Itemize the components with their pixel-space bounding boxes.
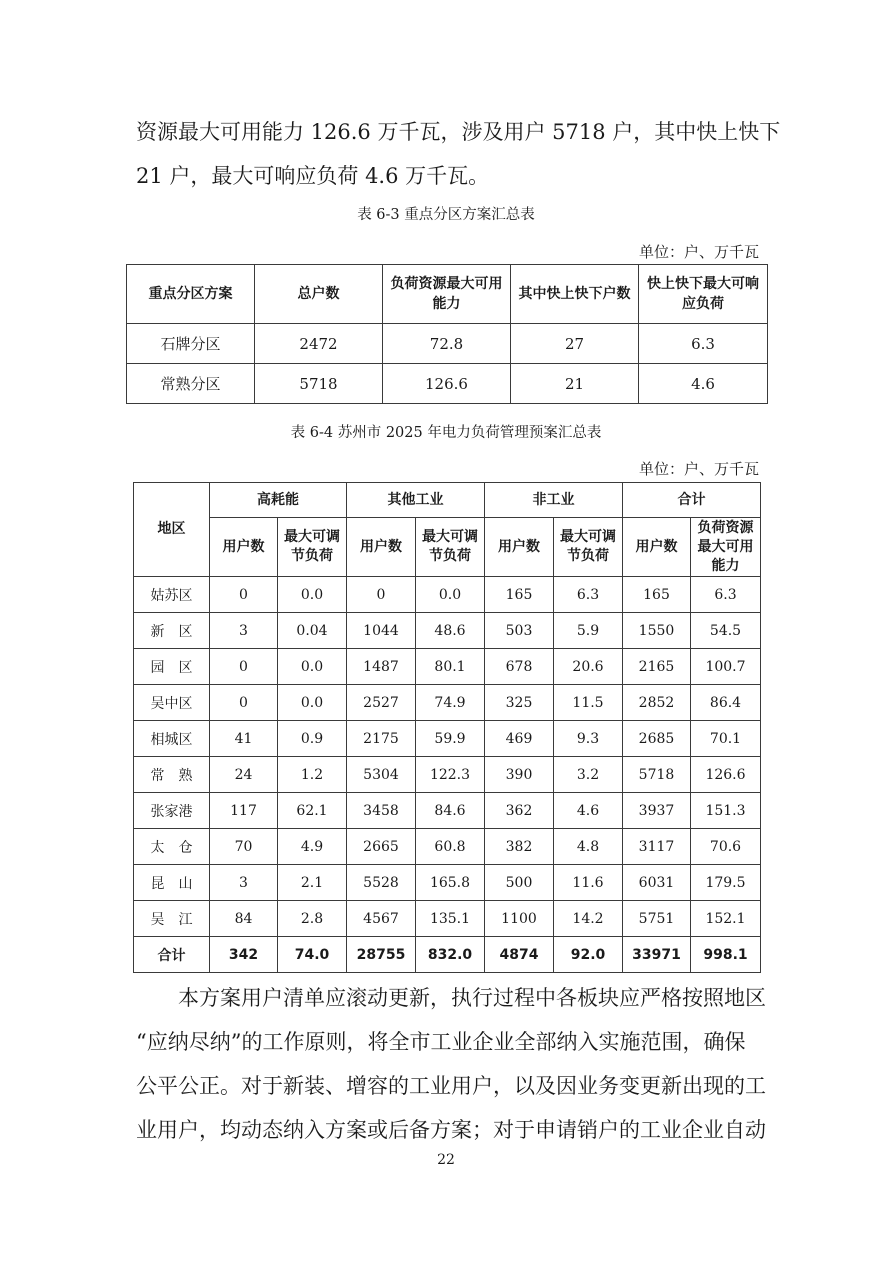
- cell: 11.5: [554, 685, 623, 721]
- total-cell: 832.0: [416, 937, 485, 973]
- region-cell: 常 熟: [134, 757, 210, 793]
- cell: 135.1: [416, 901, 485, 937]
- table-row: [134, 829, 761, 865]
- cell: 0.9: [278, 721, 347, 757]
- cell: 20.6: [554, 649, 623, 685]
- cell: 126.6: [691, 757, 761, 793]
- cell: 5751: [623, 901, 691, 937]
- cell: 6031: [623, 865, 691, 901]
- cell: 678: [485, 649, 554, 685]
- cell: 0.0: [416, 577, 485, 613]
- table-6-3-caption: 表 6-3 重点分区方案汇总表: [357, 207, 535, 223]
- paragraph-line: 业用户，均动态纳入方案或后备方案；对于申请销户的工业企业自动: [136, 1118, 766, 1142]
- region-cell: 园 区: [134, 649, 210, 685]
- table-header-row: [127, 265, 768, 324]
- cell: 5718: [255, 364, 383, 404]
- table-6-4-caption: 表 6-4 苏州市 2025 年电力负荷管理预案汇总表: [290, 425, 602, 441]
- cell: 3: [210, 865, 278, 901]
- cell: 2.1: [278, 865, 347, 901]
- header-cell: 快上快下最大可响应负荷: [639, 265, 768, 324]
- cell: 72.8: [383, 324, 511, 364]
- cell: 503: [485, 613, 554, 649]
- cell: 179.5: [691, 865, 761, 901]
- region-cell: 张家港: [134, 793, 210, 829]
- cell: 5528: [347, 865, 416, 901]
- cell: 14.2: [554, 901, 623, 937]
- paragraph-line: 21 户，最大可响应负荷 4.6 万千瓦。: [136, 164, 490, 188]
- region-cell: 昆 山: [134, 865, 210, 901]
- cell: 2665: [347, 829, 416, 865]
- total-cell: 74.0: [278, 937, 347, 973]
- sub-header: 最大可调节负荷: [416, 518, 485, 577]
- cell: 0: [210, 577, 278, 613]
- cell: 152.1: [691, 901, 761, 937]
- total-cell: 33971: [623, 937, 691, 973]
- cell: 4.8: [554, 829, 623, 865]
- cell: 27: [511, 324, 639, 364]
- cell: 4.9: [278, 829, 347, 865]
- sub-header: 用户数: [623, 518, 691, 577]
- header-cell: 其中快上快下户数: [511, 265, 639, 324]
- region-cell: 太 仓: [134, 829, 210, 865]
- sub-header: 最大可调节负荷: [554, 518, 623, 577]
- cell: 70.1: [691, 721, 761, 757]
- table-row: [134, 577, 761, 613]
- cell: 4567: [347, 901, 416, 937]
- cell: 24: [210, 757, 278, 793]
- cell: 86.4: [691, 685, 761, 721]
- cell: 3937: [623, 793, 691, 829]
- sub-header: 用户数: [347, 518, 416, 577]
- header-cell: 重点分区方案: [127, 265, 255, 324]
- cell: 165: [623, 577, 691, 613]
- cell: 2852: [623, 685, 691, 721]
- total-cell: 998.1: [691, 937, 761, 973]
- cell: 21: [511, 364, 639, 404]
- cell: 2175: [347, 721, 416, 757]
- cell: 41: [210, 721, 278, 757]
- cell: 1550: [623, 613, 691, 649]
- cell: 6.3: [554, 577, 623, 613]
- cell: 4.6: [639, 364, 768, 404]
- cell: 382: [485, 829, 554, 865]
- group-header: 非工业: [485, 483, 623, 518]
- cell: 3.2: [554, 757, 623, 793]
- table-row: [134, 649, 761, 685]
- cell: 2527: [347, 685, 416, 721]
- group-header: 其他工业: [347, 483, 485, 518]
- total-row: [134, 937, 761, 973]
- header-cell: 总户数: [255, 265, 383, 324]
- cell: 60.8: [416, 829, 485, 865]
- bottom-paragraph: [136, 976, 766, 1152]
- cell: 4.6: [554, 793, 623, 829]
- table-6-3-unit: 单位：户、万千瓦: [638, 243, 759, 261]
- table-6-3: [126, 264, 768, 404]
- cell: 0.0: [278, 577, 347, 613]
- cell: 165: [485, 577, 554, 613]
- region-cell: 吴中区: [134, 685, 210, 721]
- table-row: [134, 757, 761, 793]
- table-row: [127, 324, 768, 364]
- paragraph-line: 资源最大可用能力 126.6 万千瓦，涉及用户 5718 户，其中快上快下: [136, 120, 781, 144]
- cell: 469: [485, 721, 554, 757]
- cell: 48.6: [416, 613, 485, 649]
- sub-header: 用户数: [485, 518, 554, 577]
- sub-header: 最大可调节负荷: [278, 518, 347, 577]
- cell: 9.3: [554, 721, 623, 757]
- cell: 84.6: [416, 793, 485, 829]
- cell: 常熟分区: [127, 364, 255, 404]
- cell: 54.5: [691, 613, 761, 649]
- cell: 3117: [623, 829, 691, 865]
- cell: 0.04: [278, 613, 347, 649]
- cell: 70.6: [691, 829, 761, 865]
- cell: 1100: [485, 901, 554, 937]
- cell: 2472: [255, 324, 383, 364]
- table-row: [134, 613, 761, 649]
- cell: 5.9: [554, 613, 623, 649]
- cell: 1487: [347, 649, 416, 685]
- region-cell: 吴 江: [134, 901, 210, 937]
- cell: 1044: [347, 613, 416, 649]
- cell: 1.2: [278, 757, 347, 793]
- table-row: [134, 721, 761, 757]
- region-cell: 姑苏区: [134, 577, 210, 613]
- table-row: [134, 685, 761, 721]
- region-cell: 新 区: [134, 613, 210, 649]
- cell: 390: [485, 757, 554, 793]
- table-6-4: [133, 482, 761, 973]
- total-cell: 4874: [485, 937, 554, 973]
- region-header: 地区: [134, 483, 210, 577]
- page-number: 22: [437, 1152, 455, 1168]
- table-row: [127, 364, 768, 404]
- cell: 84: [210, 901, 278, 937]
- header-cell: 负荷资源最大可用能力: [383, 265, 511, 324]
- cell: 100.7: [691, 649, 761, 685]
- cell: 59.9: [416, 721, 485, 757]
- cell: 126.6: [383, 364, 511, 404]
- group-header-row: [134, 483, 761, 518]
- cell: 62.1: [278, 793, 347, 829]
- cell: 6.3: [691, 577, 761, 613]
- table-row: [134, 793, 761, 829]
- region-cell: 相城区: [134, 721, 210, 757]
- sub-header: 负荷资源最大可用能力: [691, 518, 761, 577]
- cell: 3458: [347, 793, 416, 829]
- cell: 362: [485, 793, 554, 829]
- cell: 122.3: [416, 757, 485, 793]
- sub-header-row: [134, 518, 761, 577]
- cell: 0: [347, 577, 416, 613]
- cell: 0.0: [278, 649, 347, 685]
- cell: 2.8: [278, 901, 347, 937]
- cell: 2685: [623, 721, 691, 757]
- cell: 5304: [347, 757, 416, 793]
- total-cell: 342: [210, 937, 278, 973]
- top-paragraph: [136, 110, 780, 198]
- total-cell: 92.0: [554, 937, 623, 973]
- cell: 165.8: [416, 865, 485, 901]
- total-label: 合计: [134, 937, 210, 973]
- cell: 0: [210, 685, 278, 721]
- paragraph-line: 本方案用户清单应滚动更新，执行过程中各板块应严格按照地区: [136, 986, 766, 1010]
- cell: 11.6: [554, 865, 623, 901]
- cell: 0: [210, 649, 278, 685]
- cell: 3: [210, 613, 278, 649]
- group-header: 合计: [623, 483, 761, 518]
- table-6-4-unit: 单位：户、万千瓦: [638, 460, 759, 478]
- cell: 500: [485, 865, 554, 901]
- table-row: [134, 865, 761, 901]
- sub-header: 用户数: [210, 518, 278, 577]
- cell: 0.0: [278, 685, 347, 721]
- table-row: [134, 901, 761, 937]
- paragraph-line: “应纳尽纳”的工作原则，将全市工业企业全部纳入实施范围，确保: [136, 1030, 746, 1054]
- total-cell: 28755: [347, 937, 416, 973]
- cell: 325: [485, 685, 554, 721]
- cell: 6.3: [639, 324, 768, 364]
- cell: 70: [210, 829, 278, 865]
- cell: 151.3: [691, 793, 761, 829]
- group-header: 高耗能: [210, 483, 347, 518]
- paragraph-line: 公平公正。对于新装、增容的工业用户，以及因业务变更新出现的工: [136, 1074, 766, 1098]
- cell: 5718: [623, 757, 691, 793]
- cell: 74.9: [416, 685, 485, 721]
- cell: 石牌分区: [127, 324, 255, 364]
- cell: 117: [210, 793, 278, 829]
- cell: 80.1: [416, 649, 485, 685]
- cell: 2165: [623, 649, 691, 685]
- table-body: [134, 577, 761, 973]
